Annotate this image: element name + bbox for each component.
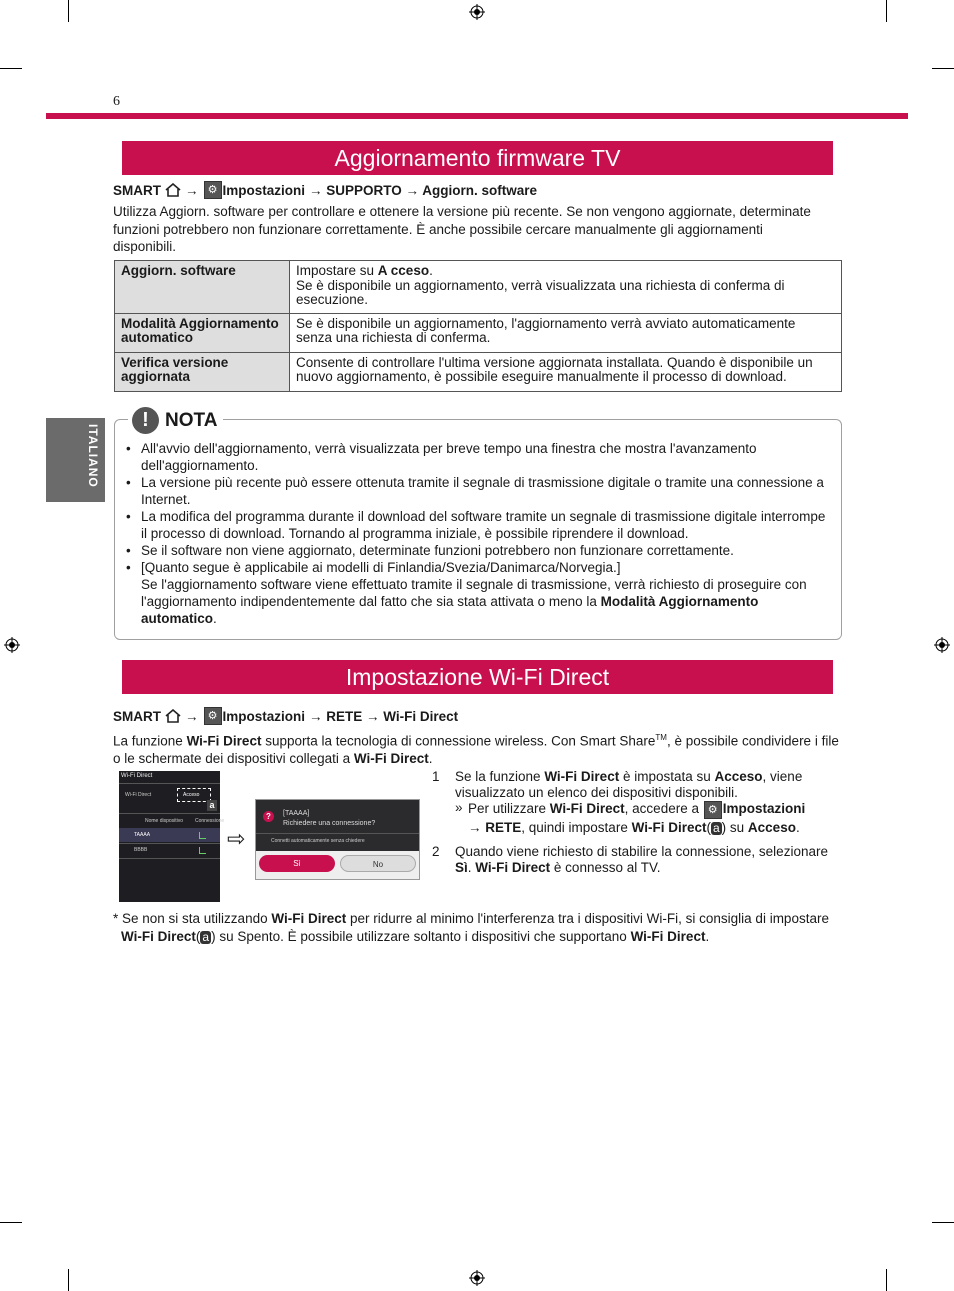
table-value: Impostare su A cceso. Se è disponibile un aggiornamento, verrà visualizzata una richiesta di conferma di esecuzione. [290, 261, 842, 314]
table-row [115, 313, 842, 352]
firmware-options-table [114, 260, 842, 392]
gear-icon: ⚙ [704, 801, 722, 819]
registration-mark-left [4, 637, 20, 653]
warning-icon: ! [132, 407, 159, 434]
list-item: • Se il software non viene aggiornato, determinate funzioni potrebbero non funzionare correttamente. [126, 542, 826, 559]
table-key: Aggiorn. software [115, 261, 290, 314]
list-item: • All'avvio dell'aggiornamento, verrà visualizzata per breve tempo una finestra che mostra l'avanzamento dell'aggiornamento. [126, 440, 826, 474]
registration-mark-top [469, 4, 485, 20]
path-settings: Impostazioni [222, 708, 306, 724]
registration-mark-right [934, 637, 950, 653]
table-row [115, 261, 842, 314]
dialog-device: [TAAAA] [283, 810, 310, 817]
list-item: • La modifica del programma durante il download del software tramite un segnale di trasmissione digitale interrompe il processo di download. Tornando al programma iniziale, è possibile riprendere il download. [126, 508, 826, 542]
step-2: 2 Quando viene richiesto di stabilire la connessione, selezionare Sì. Wi-Fi Direct è connesso al TV. [432, 844, 828, 875]
menu-path-firmware [113, 181, 537, 199]
table-value: Se è disponibile un aggiornamento, l'aggiornamento verrà avviato automaticamente senza una richiesta di conferma. [290, 313, 842, 352]
dialog-question: Richiedere una connessione? [283, 820, 376, 827]
registration-mark-bottom [469, 1270, 485, 1286]
path-arrow: → [185, 708, 199, 724]
col-device-name: Nome dispositivo [145, 818, 184, 824]
note-header [128, 407, 223, 434]
a-button-icon: a [207, 800, 217, 811]
device-name: TAAAA [134, 832, 151, 838]
language-tab-label: ITALIANO [86, 424, 100, 488]
path-settings: Impostazioni [222, 182, 306, 198]
step-1-sub: » Per utilizzare Wi-Fi Direct, accedere a ⚙ Impostazioni → RETE, quindi impostare Wi-Fi Direct( a ) su Acceso. [455, 800, 806, 835]
path-smart: SMART [113, 708, 161, 724]
arrow-right-icon: ⇨ [227, 826, 246, 851]
table-key: Modalità Aggiornamento automatico [115, 313, 290, 352]
note-list [126, 440, 826, 627]
path-rest: → SUPPORTO → Aggiorn. software [309, 182, 538, 198]
home-icon [165, 183, 181, 197]
header-rule [46, 113, 908, 119]
table-value: Consente di controllare l'ultima versione aggiornata installata. Quando è disponibile un nuovo aggiornamento, è possibile eseguire manualmente il processo di download. [290, 352, 842, 391]
footnote: * Se non si sta utilizzando Wi-Fi Direct per ridurre al minimo l'interferenza tra i dispositivi Wi-Fi, si consiglia di impostare Wi-Fi Direct( a ) su Spento. È possibile utilizzare soltanto i dispositivi che supportano Wi-Fi Direct. [113, 911, 829, 944]
gear-icon: ⚙ [204, 707, 222, 725]
table-key: Verifica versione aggiornata [115, 352, 290, 391]
screen-title: Wi-Fi Direct [121, 773, 153, 779]
path-smart: SMART [113, 182, 161, 198]
wifi-direct-toggle[interactable]: Acceso [183, 792, 200, 798]
yes-button[interactable]: Sì [259, 855, 335, 872]
section-title-firmware: Aggiornamento firmware TV [122, 141, 833, 175]
list-item: • [Quanto segue è applicabile ai modelli di Finlandia/Svezia/Danimarca/Norvegia.] Se l'aggiornamento software viene effettuato tramite il segnale di trasmissione, verrà richiesto di proseguire con l'aggiornamento indipendentemente dal fatto che sia stata attivata o meno la Modalità Aggiornamento automatico. [126, 559, 826, 627]
table-row [115, 352, 842, 391]
path-arrow: → [185, 182, 199, 198]
note-title: NOTA [165, 409, 218, 431]
intro-firmware: Utilizza Aggiorn. software per controllare e ottenere la versione più recente. Se non vengono aggiornate, determinate funzioni potrebbero non funzionare correttamente. È anche possibile cercare manualmente gli aggiornamenti disponibili. [113, 204, 811, 254]
question-icon: ? [263, 811, 274, 822]
auto-connect-option[interactable]: Connetti automaticamente senza chiedere [271, 838, 365, 844]
a-button-icon: a [712, 821, 720, 835]
connection-request-dialog [255, 799, 420, 880]
home-icon [165, 709, 181, 723]
a-button-icon: a [202, 929, 210, 944]
col-connection: Connessione [195, 818, 225, 824]
menu-path-wifi [113, 707, 458, 725]
device-name: BBBB [134, 847, 148, 853]
gear-icon: ⚙ [204, 181, 222, 199]
wifi-direct-item: Wi-Fi Direct [125, 792, 152, 798]
section-title-wifi-direct: Impostazione Wi-Fi Direct [122, 660, 833, 694]
step-1: 1 Se la funzione Wi-Fi Direct è impostata su Acceso, viene visualizzato un elenco dei dispositivi disponibili. [432, 769, 803, 800]
signal-icon [199, 832, 206, 839]
intro-wifi: La funzione Wi-Fi Direct supporta la tecnologia di connessione wireless. Con Smart Share™, è possibile condividere i file o le schermate dei dispositivi collegati a Wi-Fi Direct. [113, 733, 839, 766]
signal-icon [199, 847, 206, 854]
page-number: 6 [113, 94, 120, 109]
path-rest: → RETE → Wi-Fi Direct [309, 708, 459, 724]
no-button[interactable]: No [340, 855, 416, 872]
list-item: • La versione più recente può essere ottenuta tramite il segnale di trasmissione digitale o tramite una connessione a Internet. [126, 474, 826, 508]
wifi-direct-screen [119, 771, 225, 902]
